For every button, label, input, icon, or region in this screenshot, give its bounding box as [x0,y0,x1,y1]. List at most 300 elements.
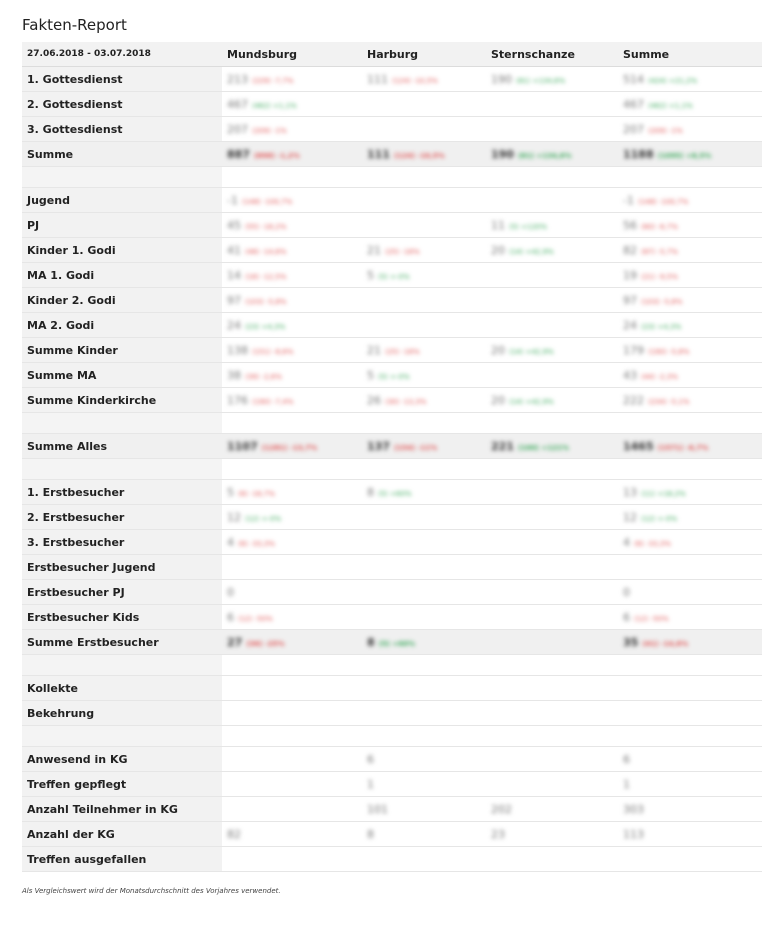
row-label: Summe [22,142,222,167]
row-label: 1. Gottesdienst [22,67,222,92]
row-label: Anzahl Teilnehmer in KG [22,797,222,822]
cell-summe [618,772,762,797]
cell-comparison: (190) -7,4% [252,397,294,406]
table-row [22,605,762,630]
cell-value-group [227,586,234,599]
cell-mundsburg [222,701,362,726]
cell-comparison: (25) -16% [385,247,420,256]
row-label: 1. Erstbesucher [22,480,222,505]
cell-value-group [623,319,681,332]
cell-value-group [227,344,293,357]
cell-value-group [491,440,569,453]
sum-row [22,142,762,167]
cell-value: 5 [367,368,374,382]
cell-value: 23 [491,827,505,841]
cell-sternschanze [486,92,618,117]
cell-value: 43 [623,368,637,382]
cell-comparison: (48) -14,6% [245,247,287,256]
cell-value: 21 [367,243,381,257]
cell-harburg [362,338,486,363]
cell-value: 27 [227,635,243,649]
cell-sternschanze [486,822,618,847]
cell-harburg [362,580,486,605]
cell-value-group [623,244,678,257]
cell-sternschanze [486,797,618,822]
cell-mundsburg [222,142,362,167]
cell-comparison: (462) +1,1% [648,101,693,110]
cell-comparison: (25) -16% [385,347,420,356]
cell-summe [618,388,762,413]
cell-value-group [367,344,420,357]
cell-harburg [362,701,486,726]
cell-value-group [227,486,275,499]
cell-value: 4 [623,535,630,549]
cell-mundsburg [222,167,362,188]
row-label: Erstbesucher Kids [22,605,222,630]
cell-sternschanze [486,338,618,363]
cell-comparison: (151) -8,6% [252,347,294,356]
cell-value: 14 [227,268,241,282]
cell-value-group [623,803,644,816]
cell-summe [618,630,762,655]
cell-value: 11 [491,218,505,232]
cell-mundsburg [222,505,362,530]
cell-summe [618,726,762,747]
cell-sternschanze [486,747,618,772]
cell-sternschanze [486,605,618,630]
cell-value: 20 [491,243,505,257]
cell-comparison: (100) +121% [517,443,569,452]
cell-harburg [362,117,486,142]
cell-summe [618,480,762,505]
cell-mundsburg [222,847,362,872]
row-label: PJ [22,213,222,238]
cell-sternschanze [486,388,618,413]
cell-harburg [362,213,486,238]
cell-summe [618,313,762,338]
cell-mundsburg [222,555,362,580]
cell-harburg [362,676,486,701]
cell-comparison: (103) -5,8% [245,297,287,306]
cell-mundsburg [222,67,362,92]
cell-harburg [362,263,486,288]
cell-sternschanze [486,213,618,238]
cell-value-group [623,194,688,207]
cell-sternschanze [486,847,618,872]
cell-value-group [227,244,286,257]
cell-value: 202 [491,802,512,816]
cell-comparison: (5) +120% [509,222,548,231]
cell-sternschanze [486,676,618,701]
cell-comparison: (124) -10,5% [393,151,445,160]
cell-value: 20 [491,393,505,407]
cell-sternschanze [486,188,618,213]
cell-mundsburg [222,605,362,630]
cell-mundsburg [222,726,362,747]
cell-comparison: (23) +4,3% [641,322,682,331]
cell-comparison: (103) -5,8% [641,297,683,306]
spacer-row [22,413,762,434]
cell-summe [618,555,762,580]
table-row [22,555,762,580]
cell-comparison: (60) -6,7% [641,222,678,231]
cell-value: 179 [623,343,644,357]
table-header-row [22,42,762,67]
cell-value: 6 [623,610,630,624]
cell-value-group [623,778,630,791]
cell-value: 111 [367,72,388,86]
cell-value-group [623,536,671,549]
cell-value-group [227,148,300,161]
cell-value-group [227,440,317,453]
cell-value: 1188 [623,147,654,161]
cell-value-group [491,828,505,841]
row-label: 2. Erstbesucher [22,505,222,530]
cell-value: 5 [227,485,234,499]
row-label: Jugend [22,188,222,213]
date-range: 27.06.2018 - 03.07.2018 [27,49,151,59]
cell-comparison: (5) +60% [378,489,412,498]
row-label: Erstbesucher Jugend [22,555,222,580]
cell-comparison: (154) -11% [393,443,438,452]
cell-mundsburg [222,213,362,238]
cell-value-group [367,828,374,841]
cell-comparison: (12) -50% [634,614,669,623]
cell-value: 20 [491,343,505,357]
cell-summe [618,92,762,117]
cell-comparison: (11) +18,2% [641,489,686,498]
cell-mundsburg [222,630,362,655]
cell-sternschanze [486,630,618,655]
cell-harburg [362,847,486,872]
table-row [22,797,762,822]
cell-value: 19 [623,268,637,282]
cell-summe [618,188,762,213]
cell-summe [618,434,762,459]
cell-harburg [362,142,486,167]
cell-summe [618,213,762,238]
cell-value: 26 [367,393,381,407]
cell-harburg [362,822,486,847]
cell-value-group [623,294,682,307]
cell-value: 24 [623,318,637,332]
cell-mundsburg [222,530,362,555]
cell-value: 45 [227,218,241,232]
cell-comparison: (148) -100,7% [241,197,293,206]
cell-summe [618,67,762,92]
cell-summe [618,338,762,363]
cell-value: 35 [623,635,639,649]
cell-value-group [227,269,286,282]
cell-value: 13 [623,485,637,499]
table-row [22,188,762,213]
row-label [22,167,222,188]
cell-value-group [367,440,437,453]
cell-comparison: (44) -2,3% [641,372,678,381]
cell-comparison: (81) +134,6% [517,151,572,160]
cell-value: 24 [227,318,241,332]
cell-value-group [623,828,644,841]
cell-harburg [362,747,486,772]
cell-value: 5 [367,268,374,282]
cell-summe [618,530,762,555]
row-label: 2. Gottesdienst [22,92,222,117]
cell-mundsburg [222,338,362,363]
cell-comparison: (21) -9,5% [641,272,678,281]
cell-value: -1 [227,193,238,207]
cell-value: 137 [367,439,390,453]
cell-value: 176 [227,393,248,407]
cell-harburg [362,188,486,213]
cell-value-group [227,123,287,136]
cell-value-group [623,123,683,136]
cell-sternschanze [486,772,618,797]
cell-value: 213 [227,72,248,86]
cell-summe [618,142,762,167]
cell-value-group [227,294,286,307]
cell-comparison: (14) +42,9% [509,347,554,356]
row-label [22,726,222,747]
table-row [22,676,762,701]
cell-value: 6 [227,610,234,624]
table-row [22,772,762,797]
cell-comparison: (87) -5,7% [641,247,678,256]
cell-summe [618,676,762,701]
footnote: Als Vergleichswert wird der Monatsdurchschnitt des Vorjahres verwendet. [22,887,281,895]
cell-value: 467 [227,97,248,111]
cell-comparison: (6) -16,7% [238,489,275,498]
cell-sternschanze [486,67,618,92]
row-label [22,655,222,676]
cell-value-group [227,394,293,407]
cell-mundsburg [222,413,362,434]
cell-value-group [367,369,410,382]
cell-value-group [227,319,285,332]
cell-harburg [362,92,486,117]
cell-mundsburg [222,676,362,701]
cell-comparison: (55) -18,2% [245,222,287,231]
cell-mundsburg [222,747,362,772]
cell-value: 221 [491,439,514,453]
cell-mundsburg [222,188,362,213]
cell-harburg [362,167,486,188]
cell-summe [618,797,762,822]
cell-summe [618,238,762,263]
cell-harburg [362,388,486,413]
cell-mundsburg [222,797,362,822]
row-label: Anwesend in KG [22,747,222,772]
row-label: MA 2. Godi [22,313,222,338]
cell-harburg [362,413,486,434]
cell-mundsburg [222,434,362,459]
row-label: Summe Kinder [22,338,222,363]
row-label: Treffen ausgefallen [22,847,222,872]
cell-value-group [227,194,292,207]
cell-value-group [623,440,708,453]
cell-value: 97 [227,293,241,307]
spacer-row [22,459,762,480]
cell-comparison: (36) -25% [246,639,285,648]
table-row [22,363,762,388]
cell-comparison: (209) -1% [252,126,287,135]
cell-value-group [227,219,286,232]
cell-mundsburg [222,480,362,505]
cell-value: 82 [227,827,241,841]
cell-value-group [227,369,282,382]
cell-comparison: (5) +-0% [378,272,410,281]
cell-harburg [362,480,486,505]
cell-value: 8 [367,635,375,649]
cell-mundsburg [222,238,362,263]
cell-value: 113 [623,827,644,841]
cell-value: 207 [623,122,644,136]
cell-value: 467 [623,97,644,111]
table-row [22,313,762,338]
row-label: 3. Gottesdienst [22,117,222,142]
cell-sternschanze [486,363,618,388]
cell-sternschanze [486,726,618,747]
page-title: Fakten-Report [22,16,127,34]
cell-comparison: (16) -12,5% [245,272,287,281]
cell-harburg [362,313,486,338]
cell-value: 56 [623,218,637,232]
cell-value-group [367,244,420,257]
cell-value-group [623,269,678,282]
cell-value-group [623,148,711,161]
table-row [22,117,762,142]
cell-value-group [367,778,374,791]
cell-comparison: (234) -5,1% [648,397,690,406]
cell-comparison: (124) -10,5% [392,76,438,85]
cell-summe [618,413,762,434]
cell-comparison: (1571) -6,7% [657,443,709,452]
row-label: Kinder 1. Godi [22,238,222,263]
cell-value-group [227,828,241,841]
cell-value-group [491,344,554,357]
row-label: 3. Erstbesucher [22,530,222,555]
cell-comparison: (462) +1,1% [252,101,297,110]
cell-harburg [362,67,486,92]
cell-value-group [623,486,686,499]
cell-value-group [367,73,438,86]
cell-summe [618,847,762,872]
column-header-mundsburg: Mundsburg [227,47,298,61]
cell-comparison: (229) -7,7% [252,76,294,85]
cell-mundsburg [222,92,362,117]
cell-comparison: (14) +42,9% [509,397,554,406]
cell-value-group [623,636,688,649]
row-label: Summe Kinderkirche [22,388,222,413]
cell-value: 1465 [623,439,654,453]
cell-harburg [362,238,486,263]
cell-value: 1 [623,777,630,791]
cell-comparison: (209) -1% [648,126,683,135]
cell-value: 38 [227,368,241,382]
cell-comparison: (41) -14,6% [642,639,689,648]
cell-mundsburg [222,655,362,676]
table-row [22,238,762,263]
column-header-summe: Summe [623,47,670,61]
cell-summe [618,167,762,188]
cell-value: 97 [623,293,637,307]
cell-comparison: (30) -13,3% [385,397,427,406]
cell-sternschanze [486,313,618,338]
cell-summe [618,655,762,676]
cell-value-group [491,803,512,816]
cell-value-group [623,344,689,357]
cell-harburg [362,726,486,747]
cell-summe [618,580,762,605]
cell-value: 6 [623,752,630,766]
table-row [22,67,762,92]
cell-value-group [623,73,697,86]
cell-value: 190 [491,147,514,161]
cell-sternschanze [486,142,618,167]
cell-value: 82 [623,243,637,257]
table-row [22,288,762,313]
cell-comparison: (1281) -13,7% [261,443,318,452]
cell-sternschanze [486,434,618,459]
cell-value-group [491,244,554,257]
cell-summe [618,288,762,313]
cell-mundsburg [222,459,362,480]
cell-value-group [227,611,273,624]
cell-comparison: (23) +4,3% [245,322,286,331]
cell-mundsburg [222,772,362,797]
cell-value: 0 [623,585,630,599]
cell-comparison: (424) +21,2% [648,76,698,85]
row-label: Summe Erstbesucher [22,630,222,655]
cell-summe [618,505,762,530]
cell-value-group [623,586,630,599]
cell-value: 207 [227,122,248,136]
cell-value-group [623,219,678,232]
cell-value: 12 [623,510,637,524]
cell-value-group [491,73,565,86]
table-row [22,388,762,413]
spacer-row [22,726,762,747]
cell-value-group [367,753,374,766]
cell-value: 111 [367,147,390,161]
row-label [22,459,222,480]
cell-sternschanze [486,701,618,726]
cell-summe [618,822,762,847]
sum-row [22,630,762,655]
cell-harburg [362,772,486,797]
row-label: Summe MA [22,363,222,388]
cell-mundsburg [222,263,362,288]
cell-comparison: (81) +134,6% [516,76,566,85]
cell-value: 4 [227,535,234,549]
cell-comparison: (190) -5,8% [648,347,690,356]
cell-sternschanze [486,263,618,288]
cell-harburg [362,505,486,530]
cell-value-group [491,394,554,407]
cell-value-group [227,511,281,524]
cell-sternschanze [486,555,618,580]
cell-mundsburg [222,363,362,388]
cell-sternschanze [486,288,618,313]
table-row [22,263,762,288]
cell-harburg [362,459,486,480]
column-header-harburg: Harburg [367,47,419,61]
cell-comparison: (12) +-0% [245,514,282,523]
row-label: Bekehrung [22,701,222,726]
row-label: Kinder 2. Godi [22,288,222,313]
cell-value-group [227,636,285,649]
cell-value: 1107 [227,439,258,453]
cell-value-group [623,394,689,407]
